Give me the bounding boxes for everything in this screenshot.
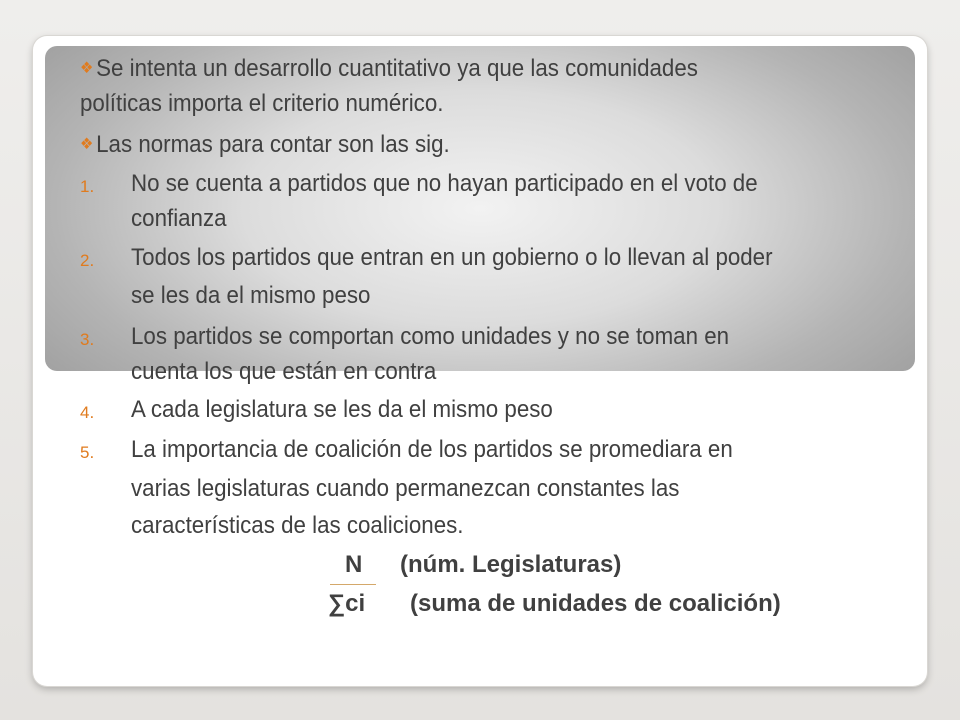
bullet-item bbox=[80, 55, 698, 86]
list-item-text: No se cuenta a partidos que no hayan participado en el voto de bbox=[131, 170, 758, 197]
list-item-text: La importancia de coalición de los partidos se promediara en bbox=[131, 436, 733, 463]
bullet-text: Las normas para contar son las sig. bbox=[96, 131, 450, 158]
formula-numerator: N bbox=[345, 551, 363, 578]
bullet-text: Se intenta un desarrollo cuantitativo ya que las comunidades bbox=[96, 55, 698, 82]
diamond-bullet-icon: ❖ bbox=[80, 136, 94, 153]
bullet-item bbox=[80, 131, 450, 162]
list-item-text: características de las coaliciones. bbox=[131, 512, 464, 539]
formula-denominator-note: (suma de unidades de coalición) bbox=[410, 590, 781, 617]
list-number: 3. bbox=[80, 330, 95, 349]
list-item-text: varias legislaturas cuando permanezcan constantes las bbox=[131, 475, 680, 502]
list-item-text: Todos los partidos que entran en un gobierno o lo llevan al poder bbox=[131, 244, 773, 271]
list-item-text: Los partidos se comportan como unidades y no se toman en bbox=[131, 323, 730, 350]
list-item-text: cuenta los que están en contra bbox=[131, 358, 437, 385]
list-item-text: se les da el mismo peso bbox=[131, 282, 371, 309]
fraction-bar bbox=[330, 584, 376, 585]
list-number: 4. bbox=[80, 403, 95, 422]
formula-numerator-note: (núm. Legislaturas) bbox=[400, 551, 622, 578]
list-number: 2. bbox=[80, 251, 95, 270]
formula-denominator: ∑ci bbox=[328, 590, 366, 617]
bullet-text-continuation: políticas importa el criterio numérico. bbox=[80, 90, 444, 117]
list-number: 5. bbox=[80, 443, 95, 462]
diamond-bullet-icon: ❖ bbox=[80, 60, 94, 77]
list-number: 1. bbox=[80, 177, 95, 196]
list-item-text: confianza bbox=[131, 205, 227, 232]
list-item-text: A cada legislatura se les da el mismo peso bbox=[131, 396, 553, 423]
